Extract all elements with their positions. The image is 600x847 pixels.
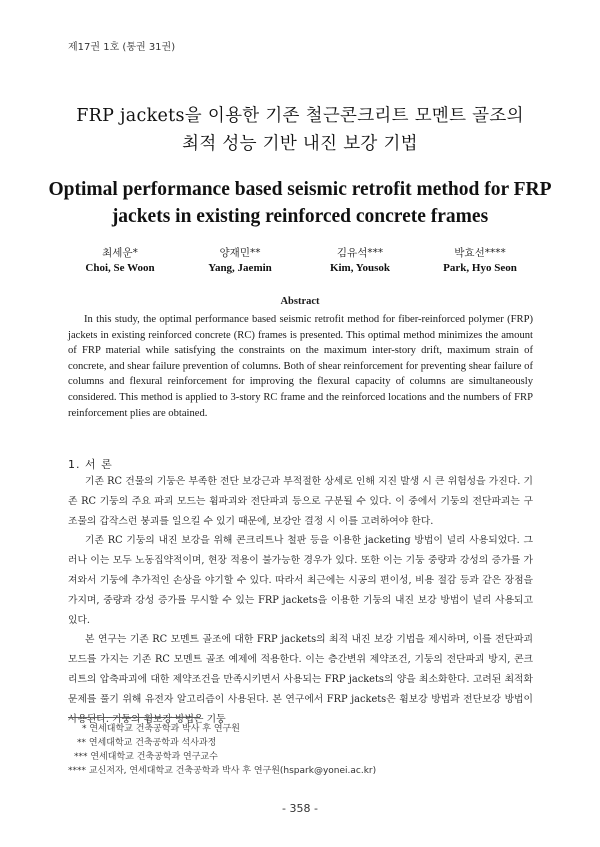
english-title [0,176,600,230]
author-english-name: Park, Hyo Seon [443,262,517,274]
author-korean-name: 최세운* [102,247,138,259]
footnote-3: *** 연세대학교 건축공학과 연구교수 [74,752,218,762]
author-english-name: Yang, Jaemin [208,262,272,274]
abstract-text: In this study, the optimal performance based seismic retrofit method for fiber-reinforced polymer (FRP) jackets in existing reinforced concrete (RC) frames is presented. This optimal method minimizes the amount of FRP material while satisfying the constraints on the maximum inter-story drift, maximum strain of concrete, and shear failure prevention of columns. Both of shear reinforcement for preventing shear failure of columns and flexural reinforcement for improving the flexural capacity of columns are simultaneously considered. This method is applied to 3-story RC frame and the reinforced locations and the numbers of FRP reinforcement plies are obtained. [68,314,533,419]
body-paragraph: 본 연구는 기존 RC 모멘트 골조에 대한 FRP jackets의 최적 내진 보강 기법을 제시하며, 이를 전단파괴모드를 가지는 기존 RC 모멘트 골조 예제에 적용한다. 이는 층간변위 제약조건, 기둥의 전단파괴 방지, 콘크리트의 압축파괴에 대한 제약조건을 만족시키면서 사용되는 FRP jackets의 양을 최소화한다. 고려된 최적화 문제를 풀기 위해 유전자 알고리즘이 사용된다. 본 연구에서 FRP jackets은 휨보강 방법과 전단보강 방법이 사용된다. 기둥의 휨보강 방법은 기둥 [68,634,533,725]
author-1 [60,246,180,276]
author-korean-name: 김유석*** [336,247,384,259]
author-korean-name: 양재민** [219,247,261,259]
author-english-name: Kim, Yousok [329,262,391,274]
author-korean-name: 박효선**** [454,247,506,259]
english-title-line-2: jackets in existing reinforced concrete frames [111,206,489,227]
introduction-body [68,472,533,729]
korean-title [0,102,600,158]
footnote-2: ** 연세대학교 건축공학과 석사과정 [77,738,217,748]
english-title-line-1: Optimal performance based seismic retrofit method for FRP [48,179,552,200]
author-3 [300,246,420,276]
journal-issue-header: 제17권 1호 (통권 31권) [68,42,176,53]
korean-title-line-2: 최적 성능 기반 내진 보강 기법 [182,134,418,154]
footnote-divider [68,717,200,718]
page-number: - 358 - [282,802,318,815]
korean-title-line-1: FRP jackets을 이용한 기존 철근콘크리트 모멘트 골조의 [76,106,524,126]
footnote-1: * 연세대학교 건축공학과 박사 후 연구원 [82,724,240,734]
author-list [60,246,540,276]
body-paragraph: 기존 RC 기둥의 내진 보강을 위해 콘크리트나 철판 등을 이용한 jacketing 방법이 널리 사용되었다. 그러나 이는 모두 노동집약적이며, 현장 적용이 불가능한 경우가 있다. 또한 이는 기둥 중량과 강성의 증가를 가져와서 기둥에 추가적인 손상을 야기할 수 있다. 따라서 최근에는 시공의 편이성, 비용 절감 등과 같은 장점을 가지며, 중량과 강성 증가를 무시할 수 있는 FRP jackets을 이용한 기둥의 내진 보강 방법이 널리 사용되고 있다. [68,535,533,626]
abstract-heading: Abstract [280,296,320,307]
body-paragraph: 기존 RC 건물의 기둥은 부족한 전단 보강근과 부적절한 상세로 인해 지진 발생 시 큰 위험성을 가진다. 기존 RC 기둥의 주요 파괴 모드는 휨파괴와 전단파괴 등으로 구분될 수 있다. 이 중에서 기둥의 전단파괴는 구조물의 갑작스런 붕괴를 일으킬 수 있기 때문에, 보강안 결정 시 이를 고려하여야 한다. [68,476,533,527]
author-english-name: Choi, Se Woon [85,262,155,274]
section-heading-introduction: 1. 서 론 [68,458,113,471]
footnote-4: **** 교신저자, 연세대학교 건축공학과 박사 후 연구원(hspark@yonei.ac.kr) [68,766,377,776]
footnotes [68,722,376,778]
author-2 [180,246,300,276]
author-4 [420,246,540,276]
